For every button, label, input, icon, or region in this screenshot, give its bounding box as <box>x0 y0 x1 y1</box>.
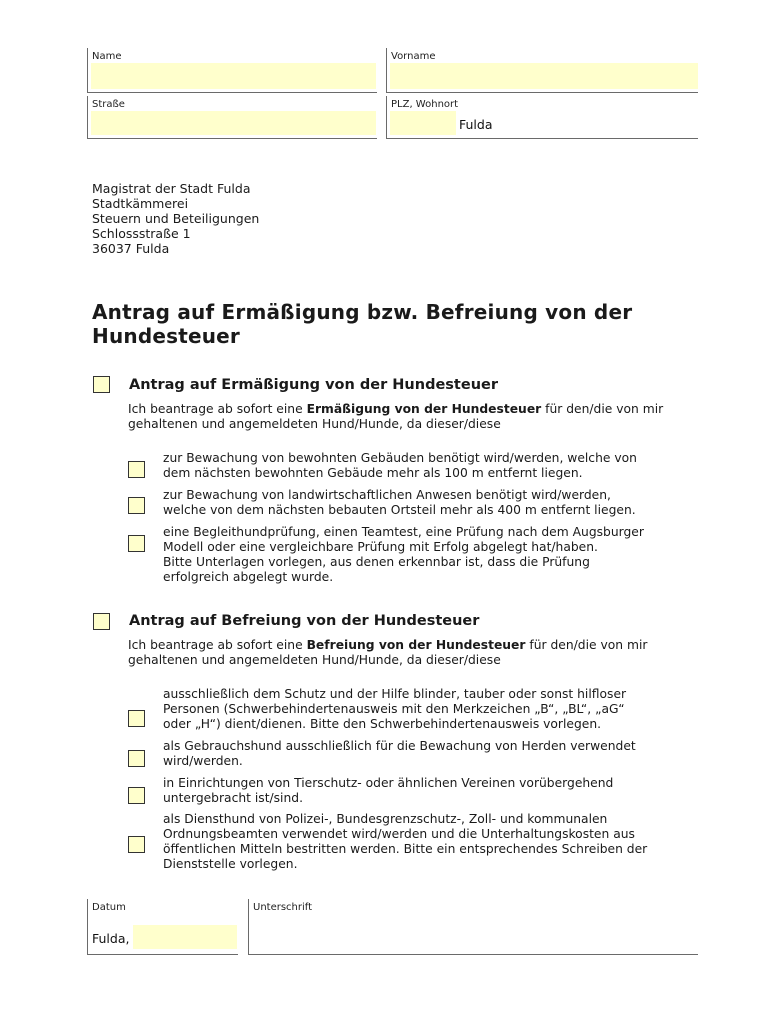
section2-intro-before: Ich beantrage ab sofort eine <box>128 638 307 652</box>
title-line-1: Antrag auf Ermäßigung bzw. Befreiung von der <box>92 300 633 324</box>
unterschrift-field[interactable] <box>248 899 698 955</box>
section1-option1-text <box>163 451 637 481</box>
text-line: in Einrichtungen von Tierschutz- oder ähnlichen Vereinen vorübergehend <box>163 776 614 790</box>
section2-intro <box>128 638 647 668</box>
text-line: eine Begleithundprüfung, einen Teamtest, eine Prüfung nach dem Augsburger <box>163 525 644 539</box>
section2-option2-checkbox[interactable] <box>128 750 145 767</box>
section1-option2-checkbox[interactable] <box>128 497 145 514</box>
text-line: Personen (Schwerbehindertenausweis mit den Merkzeichen „B“, „BL“, „aG“ <box>163 702 625 716</box>
text-line: als Diensthund von Polizei-, Bundesgrenzschutz-, Zoll- und kommunalen <box>163 812 608 826</box>
section2-option3-text <box>163 776 613 806</box>
wohnort-value[interactable]: Fulda <box>459 117 493 132</box>
address-line-1: Magistrat der Stadt Fulda <box>92 181 251 196</box>
address-line-5: 36037 Fulda <box>92 241 170 256</box>
section2-checkbox[interactable] <box>93 613 110 630</box>
text-line: als Gebrauchshund ausschließlich für die Bewachung von Herden verwendet <box>163 739 636 753</box>
section1-intro <box>128 402 663 432</box>
section1-heading: Antrag auf Ermäßigung von der Hundesteuer <box>129 377 498 393</box>
section1-option3-text <box>163 525 644 585</box>
text-line: welche von dem nächsten bebauten Ortsteil mehr als 400 m entfernt liegen. <box>163 503 636 517</box>
section2-option4-text <box>163 812 647 872</box>
text-line: zur Bewachung von landwirtschaftlichen Anwesen benötigt wird/werden, <box>163 488 611 502</box>
text-line: erfolgreich abgelegt wurde. <box>163 570 334 584</box>
name-input[interactable] <box>91 63 376 89</box>
section2-heading: Antrag auf Befreiung von der Hundesteuer <box>129 613 480 629</box>
address-line-2: Stadtkämmerei <box>92 196 189 211</box>
text-line: ausschließlich dem Schutz und der Hilfe blinder, tauber oder sonst hilfloser <box>163 687 627 701</box>
text-line: Bitte Unterlagen vorlegen, aus denen erkennbar ist, dass die Prüfung <box>163 555 590 569</box>
section2-option4-checkbox[interactable] <box>128 836 145 853</box>
strasse-field <box>87 96 377 139</box>
section2-intro-line2: gehaltenen und angemeldeten Hund/Hunde, da dieser/diese <box>128 653 501 667</box>
vorname-label: Vorname <box>391 51 436 62</box>
text-line: zur Bewachung von bewohnten Gebäuden benötigt wird/werden, welche von <box>163 451 637 465</box>
section2-option1-text <box>163 687 626 732</box>
section2-option2-text <box>163 739 636 769</box>
section1-intro-before: Ich beantrage ab sofort eine <box>128 402 307 416</box>
strasse-input[interactable] <box>91 111 376 135</box>
text-line: untergebracht ist/sind. <box>163 791 303 805</box>
section2-intro-bold: Befreiung von der Hundesteuer <box>306 638 526 652</box>
section2-option3-checkbox[interactable] <box>128 787 145 804</box>
vorname-input[interactable] <box>390 63 698 89</box>
title-line-2: Hundesteuer <box>92 324 240 348</box>
section2-option1-checkbox[interactable] <box>128 710 145 727</box>
page-title <box>92 300 632 348</box>
text-line: oder „H“) dient/dienen. Bitte den Schwerbehindertenausweis vorlegen. <box>163 717 602 731</box>
text-line: dem nächsten bewohnten Gebäude mehr als 100 m entfernt liegen. <box>163 466 583 480</box>
section1-intro-bold: Ermäßigung von der Hundesteuer <box>306 402 542 416</box>
text-line: Modell oder eine vergleichbare Prüfung mit Erfolg abgelegt hat/haben. <box>163 540 598 554</box>
datum-field <box>87 899 238 955</box>
plz-wohnort-label: PLZ, Wohnort <box>391 99 459 110</box>
section1-option1-checkbox[interactable] <box>128 461 145 478</box>
text-line: öffentlichen Mitteln bestritten werden. Bitte ein entsprechendes Schreiben der <box>163 842 648 856</box>
datum-label: Datum <box>92 902 126 913</box>
unterschrift-label: Unterschrift <box>253 902 313 913</box>
section1-option3-checkbox[interactable] <box>128 535 145 552</box>
name-field <box>87 48 377 93</box>
address-line-3: Steuern und Beteiligungen <box>92 211 260 226</box>
text-line: Ordnungsbeamten verwendet wird/werden und die Unterhaltungskosten aus <box>163 827 635 841</box>
section1-intro-after: für den/die von mir <box>541 402 664 416</box>
datum-input[interactable] <box>133 925 237 949</box>
section1-intro-line2: gehaltenen und angemeldeten Hund/Hunde, da dieser/diese <box>128 417 501 431</box>
recipient-address <box>92 181 259 256</box>
section2-intro-after: für den/die von mir <box>525 638 648 652</box>
text-line: wird/werden. <box>163 754 243 768</box>
plz-input[interactable] <box>390 111 456 135</box>
plz-wohnort-field <box>386 96 698 139</box>
datum-prefix: Fulda, <box>92 931 130 946</box>
text-line: Dienststelle vorlegen. <box>163 857 298 871</box>
strasse-label: Straße <box>92 99 125 110</box>
vorname-field <box>386 48 698 93</box>
section1-option2-text <box>163 488 636 518</box>
section1-checkbox[interactable] <box>93 376 110 393</box>
address-line-4: Schlossstraße 1 <box>92 226 191 241</box>
name-label: Name <box>92 51 122 62</box>
